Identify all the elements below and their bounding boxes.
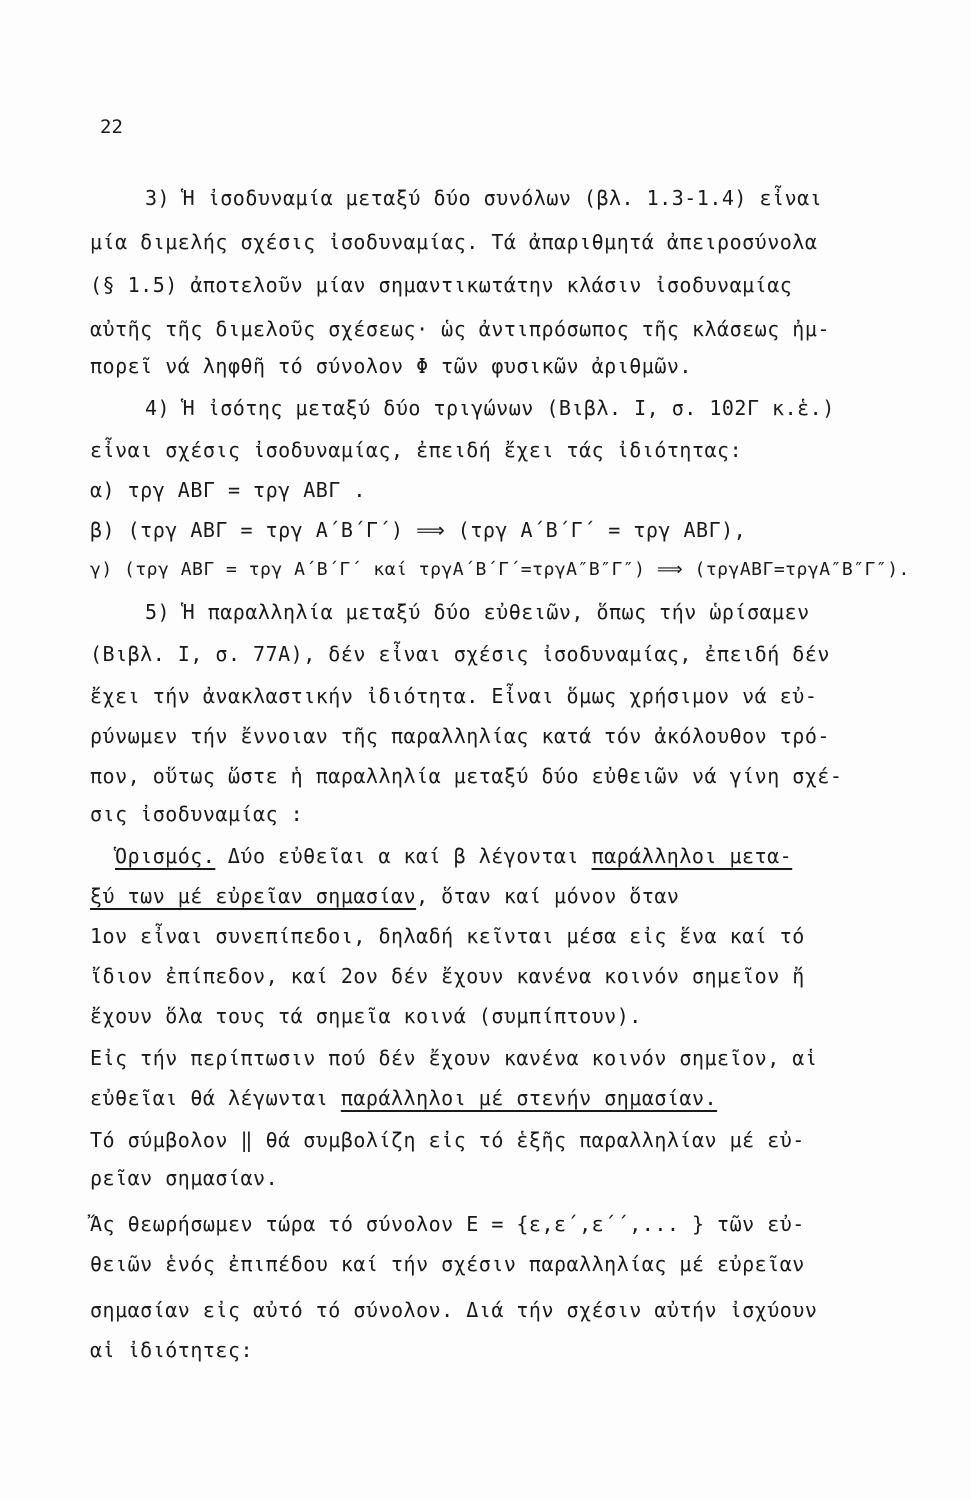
text-line: Ἄς θεωρήσωμεν τώρα τό σύνολον Ε = {ε,ε΄,ε΄΄,... } τῶν εὐ- [90, 1212, 805, 1236]
text-line: πον, οὕτως ὥστε ἡ παραλληλία μεταξύ δύο εὐθειῶν νά γίνη σχέ- [90, 764, 843, 788]
text-line: 4) Ἡ ἰσότης μεταξύ δύο τριγώνων (Βιβλ. Ι, σ. 102Γ κ.ἑ.) [145, 396, 835, 420]
text-line: ἔχει τήν ἀνακλαστικήν ἰδιότητα. Εἶναι ὅμως χρήσιμον νά εὐ- [90, 684, 818, 708]
text-line: Εἰς τήν περίπτωσιν πού δέν ἔχουν κανένα κοινόν σημεῖον, αἱ [90, 1046, 818, 1070]
definition-defined-cont: ξύ των μέ εὐρεῖαν σημασίαν [90, 884, 417, 908]
definition-line [115, 842, 905, 870]
definition-intro: Δύο εὐθεῖαι α καί β λέγονται [215, 844, 592, 868]
text-line: θειῶν ἑνός ἐπιπέδου καί τήν σχέσιν παραλληλίας μέ εὐρεῖαν [90, 1252, 805, 1276]
text-line: ρεῖαν σημασίαν. [90, 1166, 279, 1190]
text-line: 3) Ἡ ἰσοδυναμία μεταξύ δύο συνόλων (βλ. 1.3-1.4) εἶναι [145, 186, 823, 210]
text-line: σημασίαν εἰς αὐτό τό σύνολον. Διά τήν σχέσιν αὐτήν ἰσχύουν [90, 1298, 818, 1322]
text-line: Τό σύμβολον ‖ θά συμβολίζη εἰς τό ἑξῆς παραλληλίαν μέ εὐ- [90, 1128, 805, 1152]
narrow-pre: εὐθεῖαι θά λέγωνται [90, 1086, 341, 1110]
narrow-term: παράλληλοι μέ στενήν σημασίαν. [340, 1086, 718, 1110]
text-line: γ) (τργ ΑΒΓ = τργ Α΄Β΄Γ΄ καί τργΑ΄Β΄Γ΄=τργΑ″Β″Γ″) ⟹ (τργΑΒΓ=τργΑ″Β″Γ″). [90, 559, 910, 580]
definition-condition: ἴδιον ἐπίπεδον, καί 2ον δέν ἔχουν κανένα κοινόν σημεῖον ἤ [90, 964, 805, 988]
definition-defined: παράλληλοι μετα- [591, 844, 793, 868]
text-line: ρύνωμεν τήν ἔννοιαν τῆς παραλληλίας κατά τόν ἀκόλουθον τρό- [90, 724, 830, 748]
narrow-sense-line [90, 1084, 880, 1112]
text-line: α) τργ ΑΒΓ = τργ ΑΒΓ . [90, 478, 366, 502]
text-line: μία διμελής σχέσις ἰσοδυναμίας. Τά ἀπαριθμητά ἀπειροσύνολα [90, 230, 818, 254]
text-line: εἶναι σχέσις ἰσοδυναμίας, ἐπειδή ἔχει τάς ἰδιότητας: [90, 438, 743, 462]
text-line: αἱ ἰδιότητες: [90, 1338, 254, 1362]
text-line: β) (τργ ΑΒΓ = τργ Α΄Β΄Γ΄) ⟹ (τργ Α΄Β΄Γ΄ = τργ ΑΒΓ), [90, 518, 747, 542]
page-number: 22 [100, 116, 123, 138]
definition-condition: ἔχουν ὅλα τους τά σημεῖα κοινά (συμπίπτουν). [90, 1004, 642, 1028]
definition-condition: 1ον εἶναι συνεπίπεδοι, δηλαδή κεῖνται μέσα εἰς ἕνα καί τό [90, 924, 805, 948]
text-line: (Βιβλ. Ι, σ. 77Α), δέν εἶναι σχέσις ἰσοδυναμίας, ἐπειδή δέν [90, 642, 830, 666]
text-line: αὐτῆς τῆς διμελοῦς σχέσεως· ὡς ἀντιπρόσωπος τῆς κλάσεως ἠμ- [90, 317, 830, 341]
text-line: πορεῖ νά ληφθῆ τό σύνολον Φ τῶν φυσικῶν ἀριθμῶν. [90, 354, 692, 378]
text-line: σις ἰσοδυναμίας : [90, 802, 304, 826]
definition-term: Ὁρισμός. [115, 844, 216, 868]
text-line: 5) Ἡ παραλληλία μεταξύ δύο εὐθειῶν, ὅπως τήν ὡρίσαμεν [145, 600, 810, 624]
definition-line [90, 882, 880, 910]
definition-rest: , ὅταν καί μόνον ὅταν [416, 884, 680, 908]
text-line: (§ 1.5) ἀποτελοῦν μίαν σημαντικωτάτην κλάσιν ἰσοδυναμίας [90, 273, 793, 297]
